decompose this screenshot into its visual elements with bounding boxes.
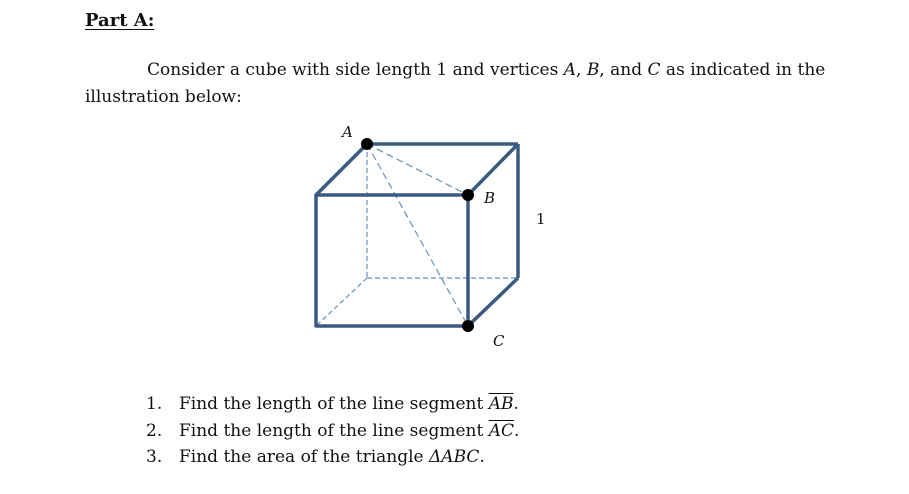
vertex-a-label: A [342,123,353,141]
edge-top-left [316,144,367,195]
edge-top-right [468,144,518,195]
segment-ab [367,144,468,195]
question-item: 3. Find the area of the triangle ΔABC. [146,447,485,467]
question-item: 1. Find the length of the line segment $\overline{AB}$. [146,394,519,414]
part-heading: Part A: [85,10,155,31]
cube-drawing [300,118,560,358]
side-length-label: 1 [536,210,546,228]
triangle-notation: ΔABC [429,447,480,467]
front-face [316,195,468,326]
question-list [146,391,519,471]
vertex-b-dot [462,189,474,201]
vertex-a-dot [361,138,373,150]
segment-ac [367,144,468,326]
vertex-b-label: B [484,189,496,207]
segment-notation: $\overline{AC}$ [488,420,515,441]
vertex-c-label: C [493,332,505,350]
question-item: 2. Find the length of the line segment $\overline{AC}$. [146,420,520,441]
edge-bottom-right [468,278,518,326]
intro-paragraph: Consider a cube with side length 1 and vertices A, B, and C as indicated in the illustration below: [85,60,826,107]
vertex-c-dot [462,320,474,332]
segment-notation: $\overline{AB}$ [488,394,514,414]
hidden-edge-bottom-left [316,278,367,326]
cube-illustration [300,118,560,358]
